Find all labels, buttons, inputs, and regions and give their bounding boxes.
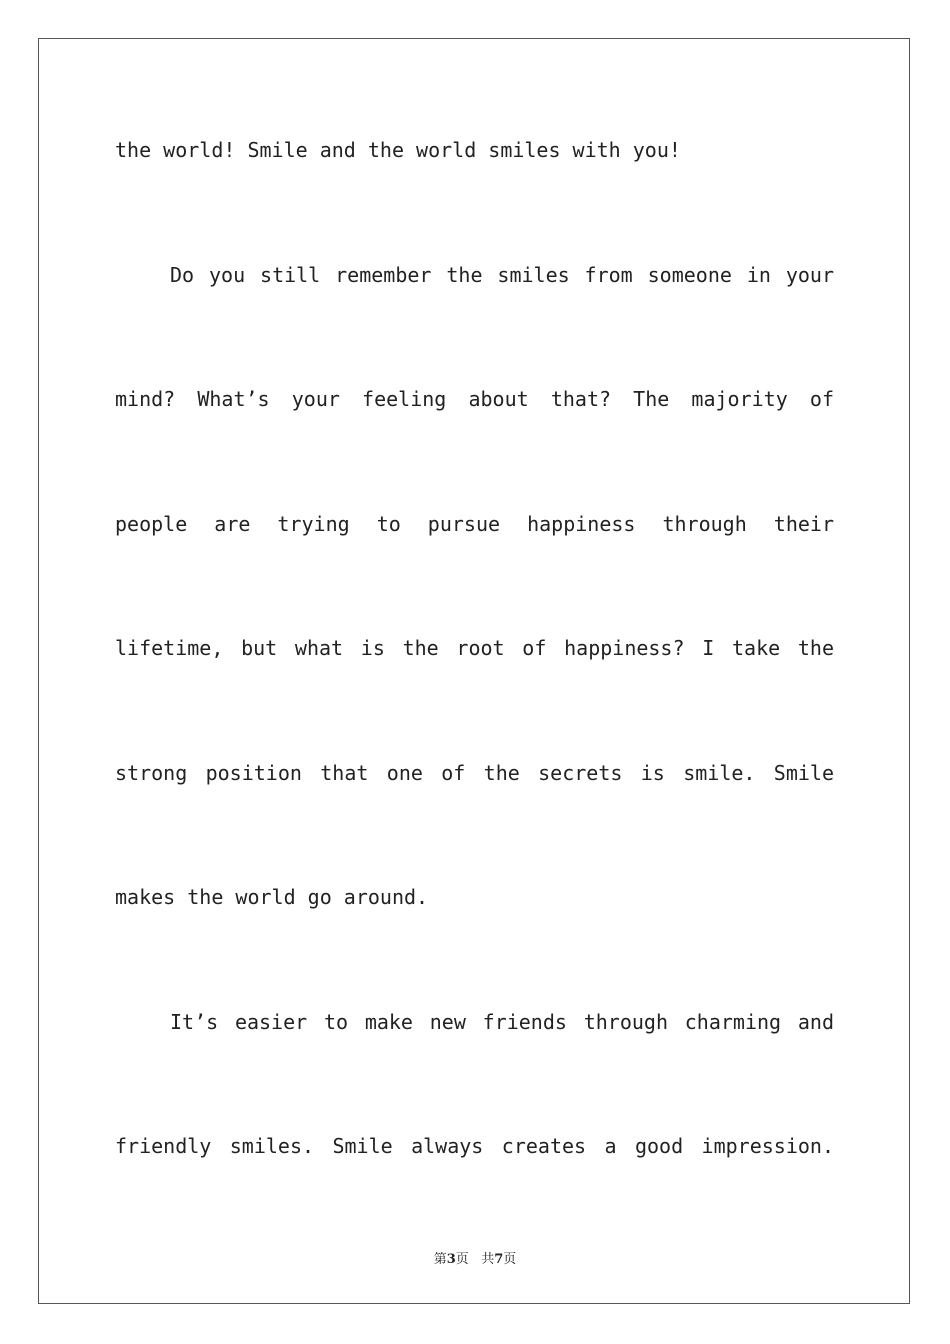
page-word: 页 (455, 1252, 469, 1267)
page-border (38, 38, 910, 1304)
text-line: friendly smiles. Smile always creates a good impression. (115, 1134, 834, 1158)
current-page-number: 3 (446, 1252, 456, 1267)
total-pages-number: 7 (494, 1252, 504, 1267)
text-line: the world! Smile and the world smiles with you! (115, 138, 681, 162)
text-line: mind? What’s your feeling about that? The majority of (115, 387, 834, 411)
total-prefix: 共 (481, 1252, 495, 1267)
total-suffix: 页 (503, 1252, 517, 1267)
page-number-footer (0, 1248, 950, 1267)
text-line: lifetime, but what is the root of happiness? I take the (115, 636, 834, 660)
paragraph-start-line: It’s easier to make new friends through charming and (170, 1010, 834, 1034)
text-line: strong position that one of the secrets is smile. Smile (115, 761, 834, 785)
paragraph-start-line: Do you still remember the smiles from someone in your (170, 263, 834, 287)
text-line: people are trying to pursue happiness through their (115, 512, 834, 536)
page-prefix: 第 (433, 1252, 447, 1267)
text-line: makes the world go around. (115, 885, 429, 909)
